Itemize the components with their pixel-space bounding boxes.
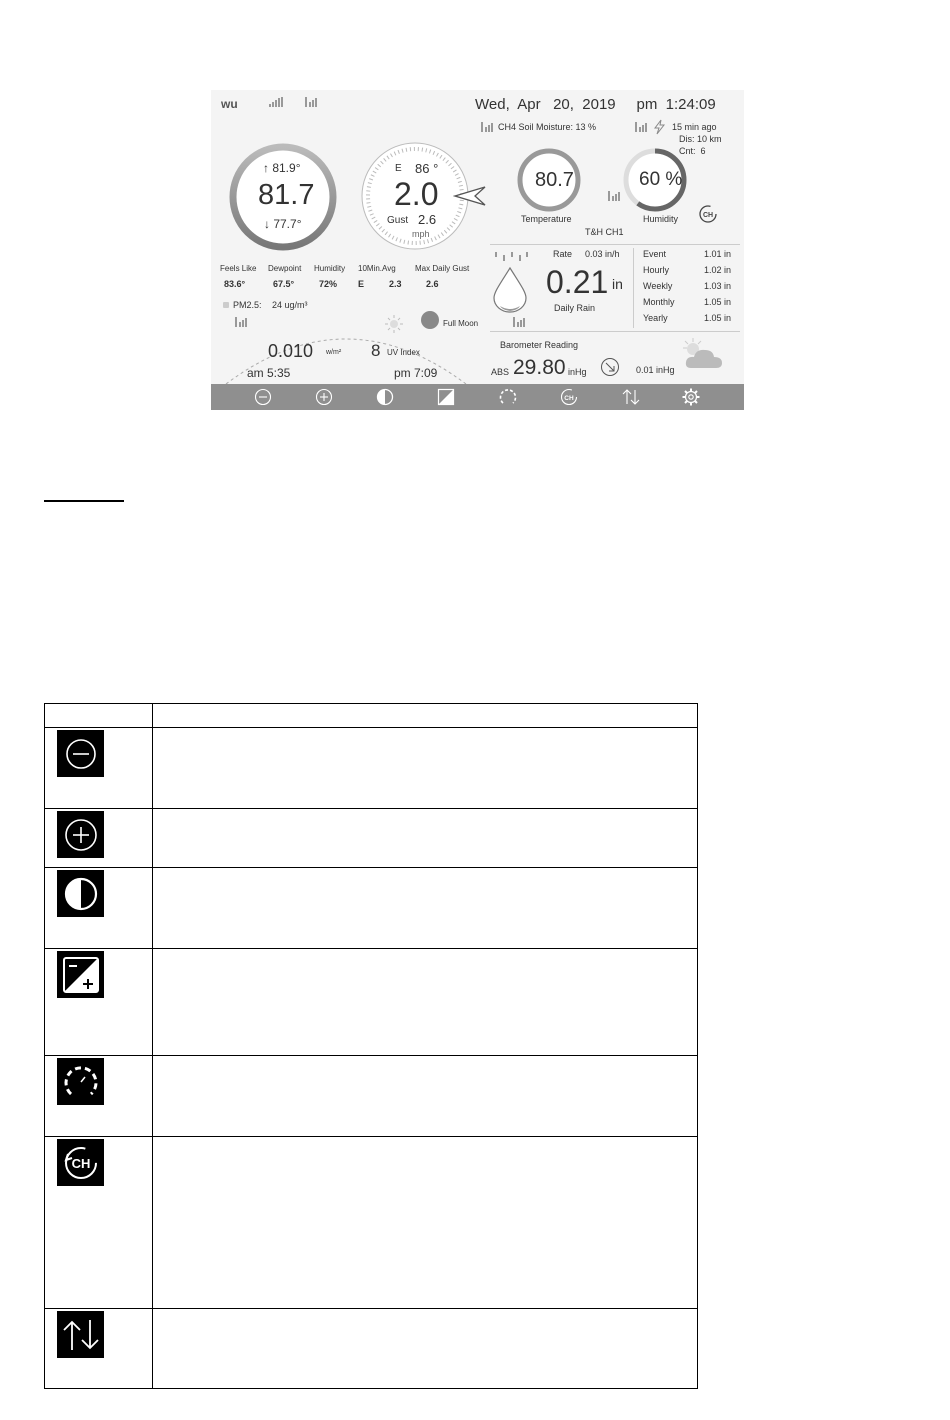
partly-cloudy-icon (681, 338, 725, 375)
table-row (45, 808, 697, 867)
date-time: Wed, Apr 20, 2019 pm 1:24:09 (475, 96, 716, 113)
wu-logo: wu (221, 97, 238, 111)
dewpoint-header: Dewpoint (268, 264, 302, 273)
wind-gust: 2.6 (418, 212, 437, 227)
channel-cycle-icon[interactable] (698, 204, 718, 229)
channel-signal-icon (608, 191, 622, 201)
rain-weekly-label: Weekly (643, 281, 673, 291)
uv-label: UV Index (387, 348, 420, 357)
channel-humidity-label: Humidity (643, 214, 679, 224)
channel-cycle-icon (57, 1139, 104, 1186)
gear-icon[interactable] (681, 387, 701, 407)
up-down-arrows-icon (57, 1311, 104, 1358)
antenna-signal-icon (305, 97, 319, 107)
rain-monthly-value: 1.05 in (704, 297, 732, 307)
channel-humidity-value: 60 % (639, 169, 683, 190)
wind-avg-direction: E (358, 279, 365, 289)
pm25-indicator (223, 302, 229, 308)
up-down-arrows-icon[interactable] (621, 387, 641, 407)
table-row (45, 727, 697, 808)
sunrise-time: am 5:35 (247, 366, 291, 380)
sun-icon (385, 315, 403, 338)
wind-speed: 2.0 (394, 176, 439, 212)
table-row (45, 1308, 697, 1389)
channel-temp-value: 80.7 (535, 169, 574, 191)
wind-avg-header: 10Min.Avg (358, 264, 396, 273)
outdoor-temp-current: 81.7 (258, 179, 315, 211)
outdoor-temp-high: ↑ 81.9° (263, 161, 301, 175)
rain-rate-value: 0.03 in/h (585, 249, 620, 259)
max-gust-value: 2.6 (426, 279, 439, 289)
wind-avg-value: 2.3 (389, 279, 402, 289)
plus-circle-icon[interactable] (314, 387, 334, 407)
dewpoint-value: 67.5° (273, 279, 295, 289)
wind-direction-arrow-icon (453, 185, 487, 207)
table-header-row (45, 704, 697, 727)
soil-moisture: CH4 Soil Moisture: 13 % (498, 122, 597, 132)
rain-monthly-label: Monthly (643, 297, 675, 307)
channel-cycle-icon[interactable] (559, 387, 579, 407)
barometer-title: Barometer Reading (500, 340, 579, 350)
moon-phase-label: Full Moon (443, 319, 479, 328)
feels-like-header: Feels Like (220, 264, 257, 273)
lightning-sensor-signal-icon (635, 122, 649, 132)
channel-label: T&H CH1 (585, 227, 624, 237)
rain-weekly-value: 1.03 in (704, 281, 732, 291)
rain-yearly-label: Yearly (643, 313, 668, 323)
toolbar (211, 384, 744, 410)
rain-sensor-signal-icon (513, 317, 527, 327)
icon-description-table (44, 703, 698, 1389)
feels-like-value: 83.6° (224, 279, 246, 289)
calibration-icon (57, 1058, 104, 1105)
svg-text:CH: CH (564, 395, 574, 402)
wind-gust-label: Gust (387, 215, 409, 226)
lightning-distance: Dis: 10 km (679, 134, 722, 144)
svg-text:CH: CH (702, 212, 714, 219)
divider (490, 244, 740, 245)
weather-station-display (211, 90, 744, 410)
lightning-ago: 15 min ago (672, 122, 717, 132)
signal-strength-icon (269, 97, 283, 107)
lightning-icon (652, 119, 666, 140)
table-row (45, 1136, 697, 1308)
solar-unit: w/m² (326, 349, 342, 356)
table-row (45, 867, 697, 948)
rain-gauge-drop-icon (492, 266, 528, 314)
sunset-time: pm 7:09 (394, 366, 438, 380)
minus-circle-icon (57, 730, 104, 777)
rain-yearly-value: 1.05 in (704, 313, 732, 323)
plus-circle-icon (57, 811, 104, 858)
divider (490, 331, 740, 332)
wind-degree: 86 ° (415, 161, 439, 176)
brightness-icon (57, 951, 104, 998)
channel-temp-label: Temperature (521, 214, 572, 224)
pm25-label: PM2.5: (233, 300, 262, 310)
soil-sensor-signal-icon (481, 122, 495, 132)
pressure-trend-icon (600, 357, 620, 382)
solar-value: 0.010 (268, 341, 314, 361)
barometer-abs-label: ABS (491, 367, 510, 377)
uv-value: 8 (371, 341, 381, 360)
daily-rain-value: 0.21 (546, 264, 609, 300)
barometer-change: 0.01 inHg (636, 365, 675, 375)
moon-phase-icon (421, 311, 439, 329)
calibration-icon[interactable] (498, 387, 518, 407)
outdoor-temp-low: ↓ 77.7° (264, 217, 302, 231)
brightness-icon[interactable] (436, 387, 456, 407)
contrast-icon[interactable] (375, 387, 395, 407)
rain-rate-label: Rate (553, 249, 573, 259)
rain-hourly-label: Hourly (643, 265, 670, 275)
heading-underline (44, 500, 124, 502)
barometer-unit: inHg (568, 367, 587, 377)
wind-unit: mph (412, 229, 430, 239)
wind-direction: E (395, 163, 402, 174)
barometer-value: 29.80 (513, 356, 566, 379)
minus-circle-icon[interactable] (253, 387, 273, 407)
rain-event-value: 1.01 in (704, 249, 732, 259)
table-row (45, 948, 697, 1055)
divider (633, 248, 634, 328)
daily-rain-unit: in (612, 276, 623, 292)
contrast-icon (57, 870, 104, 917)
lightning-count: Cnt: 6 (679, 146, 706, 156)
table-row (45, 1055, 697, 1136)
pm25-value: 24 ug/m³ (272, 300, 308, 310)
humidity-header: Humidity (314, 264, 346, 273)
max-gust-header: Max Daily Gust (415, 264, 470, 273)
humidity-value: 72% (319, 279, 338, 289)
svg-text:CH: CH (71, 1155, 90, 1171)
rain-hourly-value: 1.02 in (704, 265, 732, 275)
rain-event-label: Event (643, 249, 667, 259)
daily-rain-label: Daily Rain (554, 303, 596, 313)
